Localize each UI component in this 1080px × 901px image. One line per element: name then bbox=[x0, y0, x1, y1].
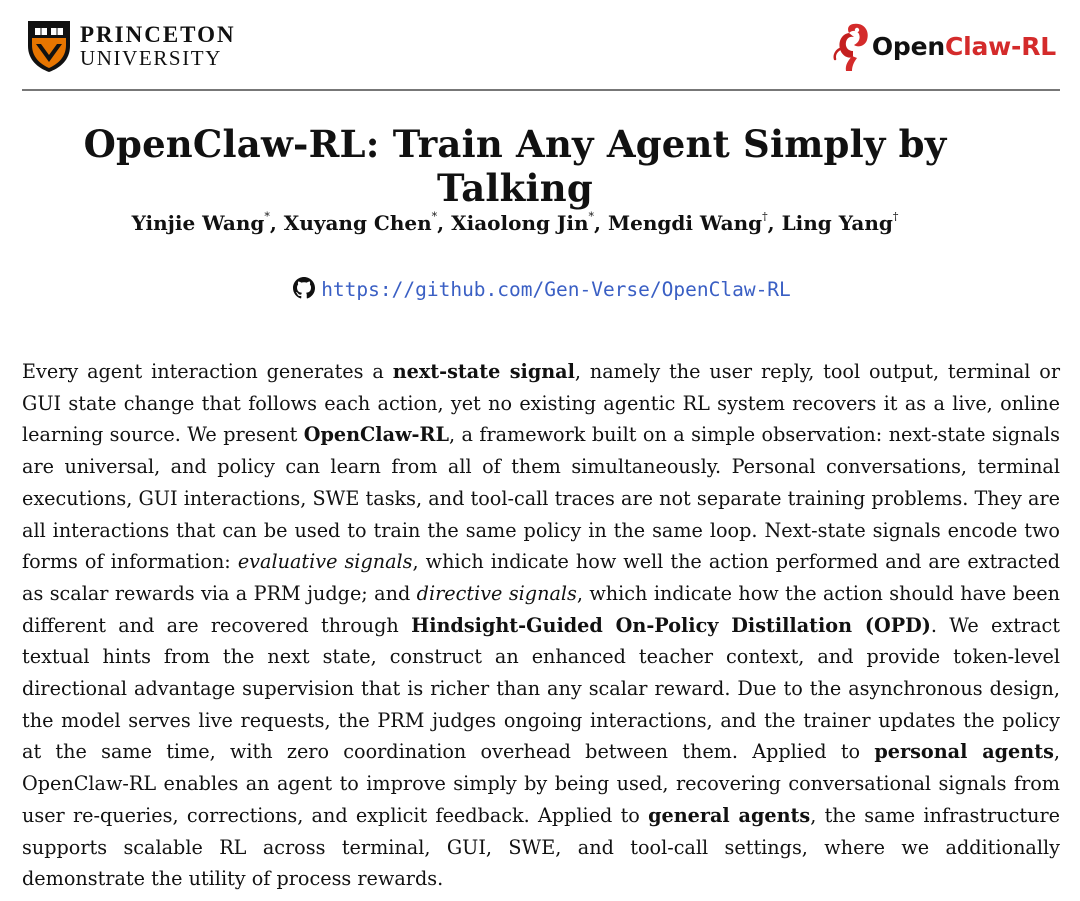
github-repo-link[interactable]: https://github.com/Gen-Verse/OpenClaw-RL bbox=[321, 278, 791, 301]
author-name: Yinjie Wang bbox=[131, 211, 265, 235]
italic-term: directive signals bbox=[416, 581, 577, 605]
bold-term: OpenClaw-RL bbox=[303, 423, 449, 447]
university-name-line1: PRINCETON bbox=[80, 22, 236, 47]
affiliation-mark: † bbox=[762, 210, 768, 223]
author-name: Xiaolong Jin bbox=[451, 211, 589, 235]
author-name: Xuyang Chen bbox=[283, 211, 432, 235]
lobster-claw-icon bbox=[831, 18, 871, 74]
author-name: Mengdi Wang bbox=[607, 211, 763, 235]
university-name-line2: UNIVERSITY bbox=[80, 46, 222, 70]
bold-term: general agents bbox=[648, 803, 811, 827]
abstract-paragraph: Every agent interaction generates a next-state signal, namely the user reply, tool output, terminal or GUI state change that follows each action, yet no existing agentic RL system recovers it as a live, online learning source. We present OpenClaw-RL, a framework built on a simple observation: next-state signals are universal, and policy can learn from all of them simultaneously. Personal conversations, terminal executions, GUI interactions, SWE tasks, and tool-call traces are not separate training problems. They are all interactions that can be used to train the same policy in the same loop. Next-state signals encode two forms of information: evaluative signals, which indicate how well the action performed and are extracted as scalar rewards via a PRM judge; and directive signals, which indicate how the action should have been different and are recovered through Hindsight-Guided On-Policy Distillation (OPD). We extract textual hints from the next state, construct an enhanced teacher context, and provide token-level directional advantage supervision that is richer than any scalar reward. Due to the asynchronous design, the model serves live requests, the PRM judges ongoing interactions, and the trainer updates the policy at the same time, with zero coordination overhead between them. Applied to personal agents, OpenClaw-RL enables an agent to improve simply by being used, recovering conversational signals from user re-queries, corrections, and explicit feedback. Applied to general agents, the same infrastructure supports scalable RL across terminal, GUI, SWE, and tool-call settings, where we additionally demonstrate the utility of process rewards. bbox=[22, 360, 1061, 891]
github-link-row bbox=[0, 277, 1080, 301]
bold-term: Hindsight-Guided On-Policy Distillation (OPD) bbox=[411, 613, 931, 637]
princeton-logo bbox=[26, 18, 236, 74]
affiliation-mark: * bbox=[431, 210, 438, 223]
bold-term: next-state signal bbox=[392, 360, 575, 383]
github-icon bbox=[293, 277, 315, 299]
paper-title: OpenClaw-RL: Train Any Agent Simply by Talking bbox=[83, 122, 947, 210]
affiliation-mark: * bbox=[588, 210, 595, 223]
princeton-shield-icon bbox=[26, 18, 72, 74]
openclaw-logo bbox=[831, 18, 1056, 74]
italic-term: evaluative signals bbox=[237, 550, 413, 574]
affiliation-mark: † bbox=[892, 210, 899, 223]
openclaw-wordmark: OpenClaw-RL bbox=[871, 31, 1056, 61]
header-divider bbox=[22, 89, 1060, 91]
bold-term: personal agents bbox=[874, 740, 1054, 764]
page-header bbox=[0, 0, 1080, 92]
affiliation-mark: * bbox=[264, 210, 270, 223]
author-list: Yinjie Wang*, Xuyang Chen*, Xiaolong Jin*, Mengdi Wang†, Ling Yang† bbox=[131, 210, 899, 235]
author-name: Ling Yang bbox=[781, 211, 893, 235]
